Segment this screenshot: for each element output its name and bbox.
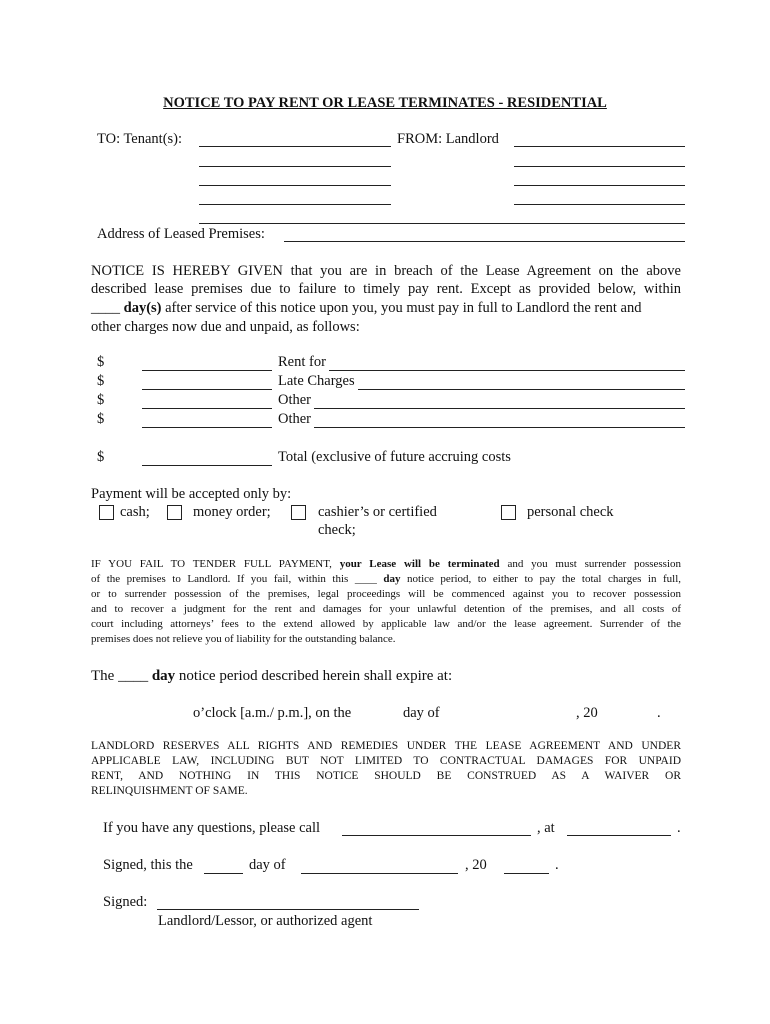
- cashiers-check-label-2: check;: [318, 522, 356, 538]
- warning-line-6: premises does not relieve you of liability for the outstanding balance.: [91, 633, 396, 645]
- total-label: Total (exclusive of future accruing costs: [278, 449, 511, 465]
- notice-line-3: [91, 300, 681, 317]
- notice-line-4: other charges now due and unpaid, as follows:: [91, 319, 360, 335]
- expiry-rest: notice period described herein shall expire at:: [178, 668, 453, 684]
- signed-day-field[interactable]: [204, 873, 243, 874]
- other-amount-field-2[interactable]: [142, 427, 272, 428]
- money-order-checkbox[interactable]: [167, 505, 182, 520]
- dollar-sign: $: [97, 354, 105, 370]
- dollar-sign: $: [97, 392, 105, 408]
- warning-days-blank[interactable]: ____: [354, 573, 377, 585]
- signature-field[interactable]: [157, 909, 419, 910]
- notice-line-3-rest: after service of this notice upon you, you must pay in full to Landlord the rent and: [165, 300, 642, 316]
- signed-label: Signed:: [103, 894, 148, 910]
- landlord-field-4[interactable]: [514, 204, 685, 205]
- warning-lead-bold: your Lease will be terminated: [339, 558, 500, 570]
- questions-label: If you have any questions, please call: [103, 820, 321, 836]
- warning-line-1: [91, 558, 681, 570]
- expiry-days-blank[interactable]: ____: [118, 668, 149, 684]
- expiry-oclock: o’clock [a.m./ p.m.], on the: [193, 705, 352, 721]
- expiry-day-bold: day: [151, 668, 176, 684]
- expiry-the: The: [91, 668, 115, 684]
- other-desc-field-2[interactable]: [314, 427, 685, 428]
- landlord-field-1[interactable]: [514, 146, 685, 147]
- tenant-field-1[interactable]: [199, 146, 391, 147]
- warning-line-5: court including attorneys’ fees to the extend allowed by applicable law and/or the lease agreement. Surrender of the: [91, 618, 681, 630]
- questions-at: , at: [537, 820, 555, 836]
- days-label: day(s): [123, 300, 162, 316]
- rent-amount-field[interactable]: [142, 370, 272, 371]
- tenant-field-2[interactable]: [199, 166, 391, 167]
- questions-period: .: [677, 820, 681, 836]
- page-title: NOTICE TO PAY RENT OR LEASE TERMINATES - RESIDENTIAL: [163, 95, 607, 111]
- late-desc-field[interactable]: [358, 389, 685, 390]
- tenant-field-3[interactable]: [199, 185, 391, 186]
- expiry-line: [91, 668, 452, 685]
- dollar-sign: $: [97, 411, 105, 427]
- signature-caption: Landlord/Lessor, or authorized agent: [158, 913, 373, 929]
- rent-period-field[interactable]: [329, 370, 685, 371]
- reserves-line-4: RELINQUISHMENT OF SAME.: [91, 785, 248, 797]
- charge-label-late: Late Charges: [278, 373, 355, 389]
- warning-line-2b: notice period, to either to pay the total charges in full,: [407, 573, 682, 585]
- cashiers-check-checkbox[interactable]: [291, 505, 306, 520]
- signed-day-of: day of: [249, 857, 286, 873]
- payment-label: Payment will be accepted only by:: [91, 486, 292, 502]
- other-desc-field-1[interactable]: [314, 408, 685, 409]
- personal-check-checkbox[interactable]: [501, 505, 516, 520]
- charge-label-other-2: Other: [278, 411, 312, 427]
- from-landlord-label: FROM: Landlord: [397, 131, 499, 147]
- cash-checkbox[interactable]: [99, 505, 114, 520]
- warning-line-4: and to recover a judgment for the rent and damages for your unlawful detention of the premises, and all costs of: [91, 603, 681, 615]
- reserves-line-3: RENT, AND NOTHING IN THIS NOTICE SHOULD BE CONSTRUED AS A WAIVER OR: [91, 770, 681, 782]
- signed-this-label: Signed, this the: [103, 857, 193, 873]
- charge-label-other-1: Other: [278, 392, 312, 408]
- dollar-sign: $: [97, 449, 105, 465]
- warning-line-3: or to surrender possession of the premises, legal proceedings will be commenced against you to recover possession: [91, 588, 681, 600]
- address-field-1[interactable]: [199, 223, 685, 224]
- landlord-field-2[interactable]: [514, 166, 685, 167]
- notice-line-1: NOTICE IS HEREBY GIVEN that you are in breach of the Lease Agreement on the above: [91, 263, 681, 279]
- warning-lead: IF YOU FAIL TO TENDER FULL PAYMENT,: [91, 558, 332, 570]
- questions-phone-field[interactable]: [342, 835, 531, 836]
- money-order-label: money order;: [193, 504, 271, 520]
- expiry-day-of: day of: [403, 705, 440, 721]
- signed-year-field[interactable]: [504, 873, 549, 874]
- other-amount-field-1[interactable]: [142, 408, 272, 409]
- days-blank[interactable]: ____: [91, 300, 120, 316]
- charge-label-rent: Rent for: [278, 354, 326, 370]
- expiry-year: , 20: [576, 705, 598, 721]
- questions-at-field[interactable]: [567, 835, 671, 836]
- dollar-sign: $: [97, 373, 105, 389]
- personal-check-label: personal check: [527, 504, 614, 520]
- signed-month-field[interactable]: [301, 873, 458, 874]
- to-tenant-label: TO: Tenant(s):: [97, 131, 183, 147]
- warning-line-2: [91, 573, 681, 585]
- cashiers-check-label: cashier’s or certified: [318, 504, 437, 520]
- address-label: Address of Leased Premises:: [97, 226, 265, 242]
- warning-line-2a: of the premises to Landlord. If you fail, within this: [91, 573, 349, 585]
- landlord-field-3[interactable]: [514, 185, 685, 186]
- total-amount-field[interactable]: [142, 465, 272, 466]
- expiry-period: .: [657, 705, 661, 721]
- reserves-line-2: APPLICABLE LAW, INCLUDING BUT NOT LIMITED TO CONTRACTUAL DAMAGES FOR UNPAID: [91, 755, 681, 767]
- address-field-2[interactable]: [284, 241, 685, 242]
- warning-day-bold: day: [383, 573, 401, 585]
- reserves-line-1: LANDLORD RESERVES ALL RIGHTS AND REMEDIES UNDER THE LEASE AGREEMENT AND UNDER: [91, 740, 681, 752]
- signed-year-label: , 20: [465, 857, 487, 873]
- late-amount-field[interactable]: [142, 389, 272, 390]
- cash-label: cash;: [120, 504, 150, 520]
- notice-line-2: described lease premises due to failure to timely pay rent. Except as provided below, within: [91, 281, 681, 297]
- warning-line-1-rest: and you must surrender possession: [507, 558, 682, 570]
- tenant-field-4[interactable]: [199, 204, 391, 205]
- signed-period: .: [555, 857, 559, 873]
